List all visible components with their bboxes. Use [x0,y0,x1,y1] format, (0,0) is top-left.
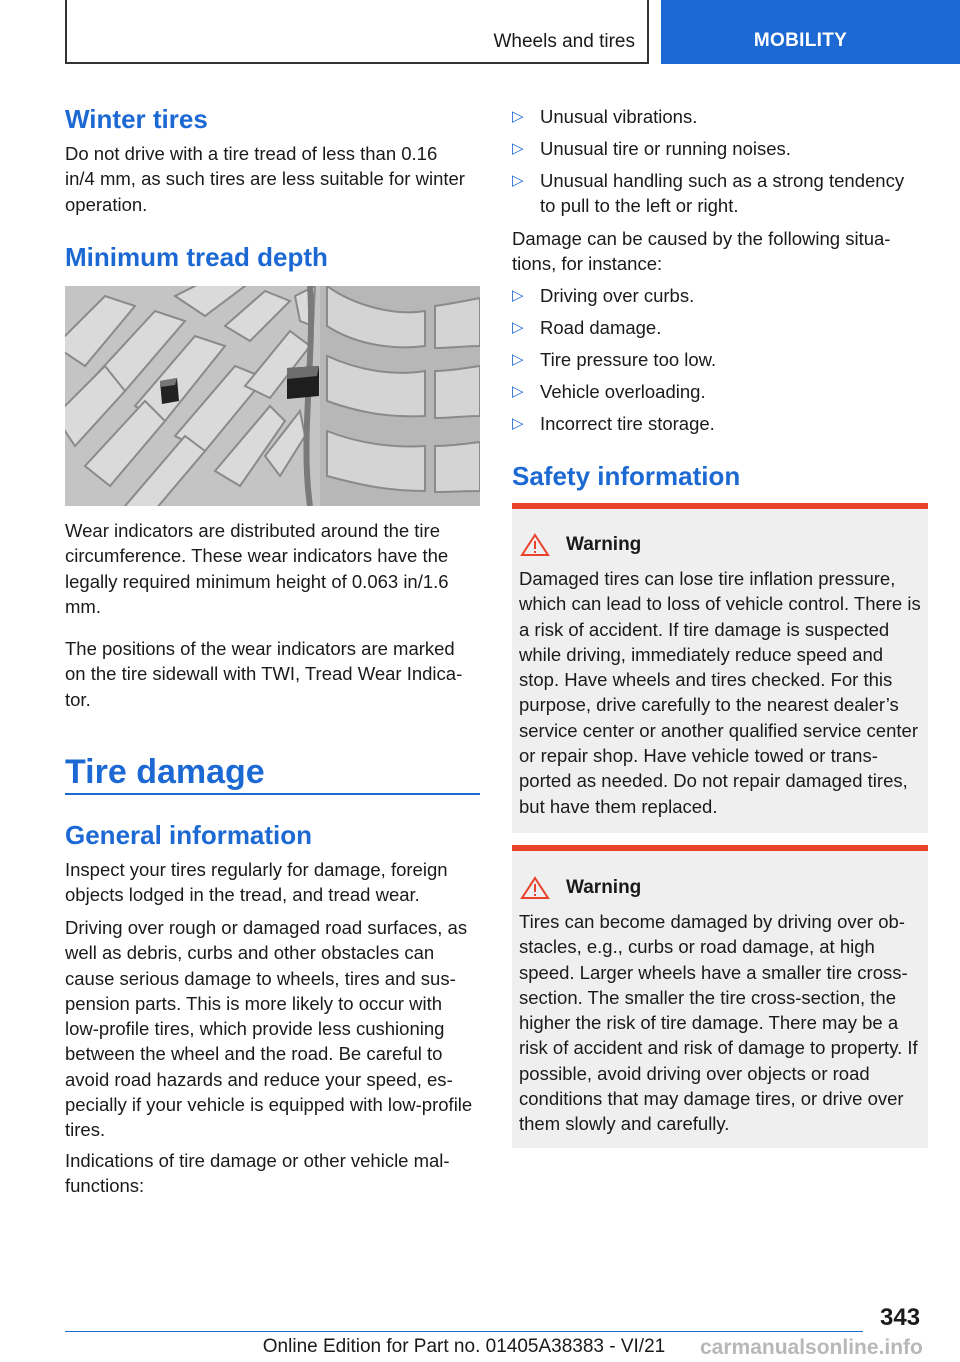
watermark-text: carmanualsonline.info [700,1336,923,1359]
list-item: ▷ Incorrect tire storage. [512,411,715,436]
wear-indicator-large [287,366,319,399]
warning-heading: Warning [520,533,641,557]
list-item: ▷ Driving over curbs. [512,283,694,308]
min-tread-heading: Minimum tread depth [65,242,328,272]
causes-intro-text: Damage can be caused by the following situations, for instance: [512,228,891,275]
warning-text: Tires can become damaged by driving over obstacles, e.g., curbs or road damage, at high speed. Larger wheels have a smaller tire cross-section. The smaller the tire cross-section, the higher the risk of tire damage. There may be a risk of accident and risk of damage to property. If possible, avoid driving over objects or road conditions that may damage tires, or drive over them slowly and carefully. [519,911,918,1135]
bullet-triangle-icon: ▷ [512,351,524,368]
wear-indicator-small [160,378,179,404]
warning-box [512,503,928,833]
general-info-text-3: Indications of tire damage or other vehicle malfunctions: [65,1150,450,1197]
general-info-heading: General information [65,820,313,850]
wear-indicators-text: Wear indicators are distributed around the tire circumference. These wear indicators have the legally required minimum height of 0.063 in/1.6 mm. [65,520,449,617]
bullet-triangle-icon: ▷ [512,319,524,336]
warning-box [512,845,928,1148]
warning-heading: Warning [520,876,641,900]
warning-triangle-icon [520,876,550,900]
section-title: Wheels and tires [493,31,635,52]
tread-wear-indicator-illustration [65,286,480,506]
safety-info-heading: Safety information [512,461,741,491]
list-item: ▷ Vehicle overloading. [512,379,706,404]
bullet-triangle-icon: ▷ [512,108,524,125]
twi-positions-text: The positions of the wear indicators are marked on the tire sidewall with TWI, Tread Wear Indicator. [65,638,463,710]
list-item: ▷ Unusual vibrations. [512,104,697,129]
warning-text: Damaged tires can lose tire inflation pressure, which can lead to loss of vehicle control. There is a risk of accident. If tire damage is suspected while driving, immediately reduce speed and stop. Have wheels and tires checked. For this purpose, drive carefully to the nearest dealer’s service center or another qualified service center or repair shop. Have vehicle towed or transported as needed. Do not repair damaged tires, but have them replaced. [519,568,921,817]
bullet-triangle-icon: ▷ [512,140,524,157]
list-item: ▷ Tire pressure too low. [512,347,716,372]
warning-triangle-icon [520,533,550,557]
winter-tires-heading: Winter tires [65,104,208,134]
chapter-tab[interactable]: MOBILITY [661,0,960,64]
general-info-text-1: Inspect your tires regularly for damage, foreign objects lodged in the tread, and tread wear. [65,859,448,906]
general-info-text-2: Driving over rough or damaged road surfaces, as well as debris, curbs and other obstacles can cause serious damage to wheels, tires and suspension parts. This is more likely to occur with low-profile tires, which provide less cushioning between the wheel and the road. Be careful to avoid road hazards and reduce your speed, especially if your vehicle is equipped with low-profile tires. [65,917,473,1141]
list-item: ▷ Road damage. [512,315,661,340]
bullet-triangle-icon: ▷ [512,172,524,189]
list-item: ▷ Unusual tire or running noises. [512,136,791,161]
list-item: ▷ Unusual handling such as a strong tendency to pull to the left or right. [512,168,920,219]
page-number: 343 [880,1304,921,1331]
footer-rule [65,1331,863,1332]
winter-tires-text: Do not drive with a tire tread of less than 0.16 in/4 mm, as such tires are less suitable for winter operation. [65,143,465,215]
bullet-triangle-icon: ▷ [512,415,524,432]
edition-text: Online Edition for Part no. 01405A38383 - VI/21 [262,1336,666,1357]
tire-damage-heading: Tire damage [65,753,265,791]
bullet-triangle-icon: ▷ [512,383,524,400]
bullet-triangle-icon: ▷ [512,287,524,304]
tread-illustration-svg [65,286,480,506]
tire-damage-rule [65,793,480,795]
